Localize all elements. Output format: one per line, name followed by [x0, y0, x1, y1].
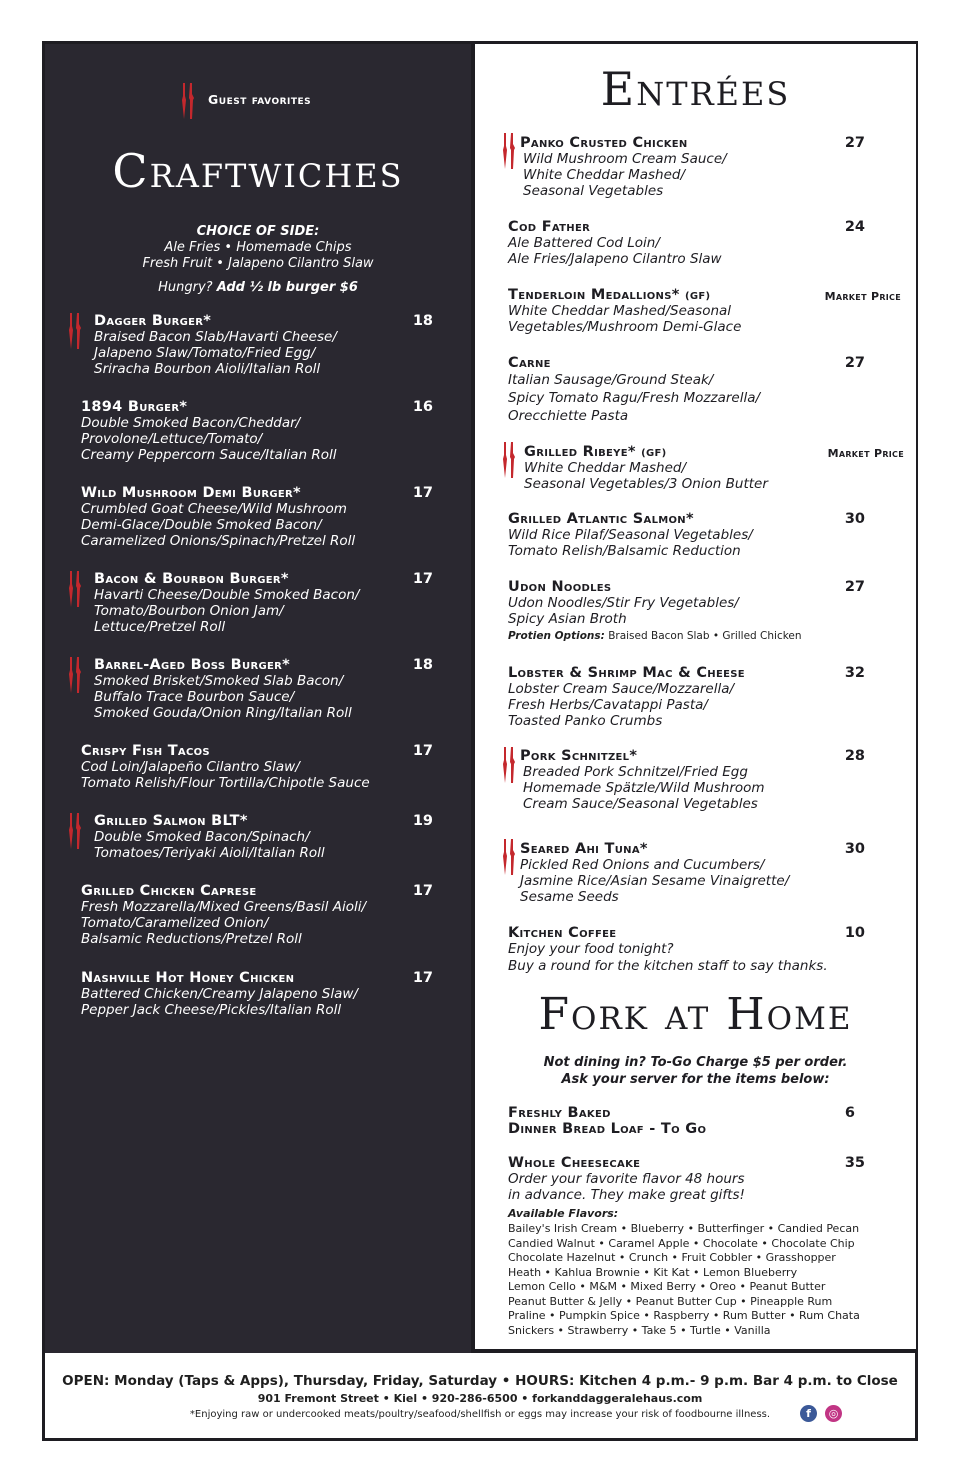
item-description: Udon Noodles/Stir Fry Vegetables/ Spicy Asian Broth — [508, 595, 739, 627]
item-price: 10 — [844, 925, 865, 941]
menu-item — [508, 579, 802, 642]
item-name: Udon Noodles — [508, 579, 612, 595]
item-price: 17 — [412, 970, 433, 986]
item-price: 35 — [844, 1155, 865, 1171]
menu-item — [508, 287, 741, 335]
item-description: Wild Rice Pilaf/Seasonal Vegetables/ Tomato Relish/Balsamic Reduction — [508, 527, 753, 559]
item-price: 27 — [844, 579, 865, 595]
item-price: 16 — [412, 399, 433, 415]
menu-item — [81, 883, 366, 947]
hungry-upsell: Hungry? Add ½ lb burger $6 — [158, 280, 358, 295]
fork-at-home-title: Fork at Home — [538, 989, 853, 1040]
item-name: 1894 Burger* — [81, 399, 188, 415]
craftwiches-title: Craftwiches — [112, 144, 404, 198]
hours-line: OPEN: Monday (Taps & Apps), Thursday, Friday, Saturday • HOURS: Kitchen 4 p.m.- 9 p.m. Bar 4 p.m. to Close — [62, 1373, 898, 1389]
menu-item — [81, 970, 358, 1018]
item-name: Wild Mushroom Demi Burger* — [81, 485, 301, 501]
fork-dagger-icon — [501, 132, 517, 170]
flavor-line: Candied Walnut • Caramel Apple • Chocolate • Chocolate Chip — [508, 1236, 855, 1250]
item-description: Fresh Mozzarella/Mixed Greens/Basil Aioli/ Tomato/Caramelized Onion/ Balsamic Reductions/Pretzel Roll — [81, 899, 367, 947]
flavor-line: Snickers • Strawberry • Take 5 • Turtle • Vanilla — [508, 1323, 771, 1337]
protein-options: Protien Options: Braised Bacon Slab • Grilled Chicken — [508, 630, 802, 642]
menu-item — [94, 313, 337, 377]
flavor-line: Lemon Cello • M&M • Mixed Berry • Oreo • Peanut Butter — [508, 1280, 826, 1293]
item-name: Crispy Fish Tacos — [81, 743, 210, 759]
item-name: Carne — [508, 355, 551, 371]
flavor-line: Peanut Butter & Jelly • Peanut Butter Cup • Pineapple Rum — [508, 1294, 833, 1308]
item-description: Italian Sausage/Ground Steak/ Spicy Tomato Ragu/Fresh Mozzarella/ Orecchiette Pasta — [508, 372, 761, 424]
item-description: Crumbled Goat Cheese/Wild Mushroom Demi-Glace/Double Smoked Bacon/ Caramelized Onions/Spinach/Pretzel Roll — [81, 501, 356, 549]
item-name: Lobster & Shrimp Mac & Cheese — [508, 665, 745, 681]
menu-item — [508, 1155, 860, 1338]
item-price: 32 — [844, 665, 865, 681]
gf-tag: (GF) — [641, 448, 667, 459]
item-name: Barrel-Aged Boss Burger* — [94, 657, 290, 673]
item-description: Smoked Brisket/Smoked Slab Bacon/ Buffalo Trace Bourbon Sauce/ Smoked Gouda/Onion Ring/Italian Roll — [94, 673, 352, 721]
item-price: 30 — [844, 511, 865, 527]
item-name: Grilled Ribeye* — [524, 444, 636, 460]
item-description: Braised Bacon Slab/Havarti Cheese/ Jalapeno Slaw/Tomato/Fried Egg/ Sriracha Bourbon Aioli/Italian Roll — [94, 329, 337, 377]
item-description: Cod Loin/Jalapeño Cilantro Slaw/ Tomato Relish/Flour Tortilla/Chipotle Sauce — [81, 759, 370, 791]
menu-item — [508, 925, 828, 975]
togo-note-line-2: Ask your server for the items below: — [561, 1072, 830, 1087]
item-price: 30 — [844, 841, 865, 857]
footer — [45, 1353, 915, 1438]
facebook-icon[interactable]: f — [800, 1405, 817, 1422]
choice-line-2: Fresh Fruit • Jalapeno Cilantro Slaw — [142, 256, 374, 271]
item-name: Grilled Chicken Caprese — [81, 883, 257, 899]
item-description: Double Smoked Bacon/Spinach/ Tomatoes/Teriyaki Aioli/Italian Roll — [94, 829, 325, 861]
menu-frame — [42, 41, 918, 1441]
item-price: 17 — [412, 485, 433, 501]
menu-item — [508, 219, 722, 267]
menu-item — [81, 399, 337, 463]
item-description: Lobster Cream Sauce/Mozzarella/ Fresh Herbs/Cavatappi Pasta/ Toasted Panko Crumbs — [508, 681, 735, 729]
choice-heading: CHOICE OF SIDE: — [196, 224, 320, 239]
fork-dagger-icon — [501, 838, 517, 876]
item-name: Dinner Bread Loaf - To Go — [508, 1121, 707, 1137]
menu-item — [520, 135, 727, 199]
health-disclaimer: *Enjoying raw or undercooked meats/poultry/seafood/shellfish or eggs may increase your risk of foodbourne illness. — [189, 1409, 771, 1420]
item-description: Double Smoked Bacon/Cheddar/ Provolone/Lettuce/Tomato/ Creamy Peppercorn Sauce/Italian Roll — [81, 415, 337, 463]
flavor-line: Bailey's Irish Cream • Blueberry • Butterfinger • Candied Pecan — [508, 1222, 860, 1235]
item-price: 28 — [844, 748, 865, 764]
entrees-panel — [471, 44, 916, 1353]
menu-item — [508, 511, 753, 559]
item-price: 17 — [412, 571, 433, 587]
flavors-title: Available Flavors: — [508, 1207, 619, 1220]
menu-item — [508, 355, 760, 425]
menu-item — [81, 743, 370, 791]
menu-item — [520, 841, 789, 905]
item-description: White Cheddar Mashed/ Seasonal Vegetables/3 Onion Butter — [524, 460, 768, 492]
item-price: 17 — [412, 743, 433, 759]
fork-dagger-icon — [67, 312, 83, 350]
item-name: Tenderloin Medallions* — [508, 287, 680, 303]
fork-dagger-icon — [67, 570, 83, 608]
item-name: Cod Father — [508, 219, 591, 235]
flavor-line: Chocolate Hazelnut • Crunch • Fruit Cobbler • Grasshopper — [508, 1251, 836, 1264]
item-price: 27 — [844, 355, 865, 371]
item-description: Breaded Pork Schnitzel/Fried Egg Homemade Spätzle/Wild Mushroom Cream Sauce/Seasonal Vegetables — [523, 764, 765, 812]
choice-line-1: Ale Fries • Homemade Chips — [164, 240, 352, 255]
item-name: Pork Schnitzel* — [520, 748, 638, 764]
menu-item — [81, 485, 355, 549]
gf-tag: (GF) — [684, 291, 711, 302]
fork-dagger-icon — [501, 746, 517, 784]
item-price: 18 — [412, 313, 433, 329]
item-name: Bacon & Bourbon Burger* — [94, 571, 289, 587]
item-price: 18 — [412, 657, 433, 673]
item-name: Freshly Baked — [508, 1105, 611, 1121]
item-price: 24 — [844, 219, 865, 235]
item-name: Whole Cheesecake — [508, 1155, 641, 1171]
togo-note-line-1: Not dining in? To-Go Charge $5 per order. — [543, 1055, 848, 1070]
address-line: 901 Fremont Street • Kiel • 920-286-6500 • forkanddaggeralehaus.com — [257, 1392, 703, 1405]
item-price: Market Price — [827, 447, 904, 460]
item-description: White Cheddar Mashed/Seasonal Vegetables/Mushroom Demi-Glace — [508, 303, 742, 335]
menu-item — [94, 813, 325, 861]
menu-item — [94, 571, 359, 635]
item-name: Panko Crusted Chicken — [520, 135, 688, 151]
item-description: Pickled Red Onions and Cucumbers/ Jasmine Rice/Asian Sesame Vinaigrette/ Sesame Seeds — [520, 857, 790, 905]
item-name: Grilled Atlantic Salmon* — [508, 511, 694, 527]
craftwiches-panel — [45, 44, 471, 1353]
flavor-line: Heath • Kahlua Brownie • Kit Kat • Lemon Blueberry — [508, 1265, 798, 1279]
menu-item — [520, 748, 765, 812]
item-name: Nashville Hot Honey Chicken — [81, 970, 295, 986]
item-price: Market Price — [824, 290, 901, 303]
item-description: Order your favorite flavor 48 hours in advance. They make great gifts! — [508, 1171, 745, 1203]
fork-dagger-icon — [67, 812, 83, 850]
menu-item — [524, 444, 768, 492]
item-description: Enjoy your food tonight? Buy a round for the kitchen staff to say thanks. — [508, 941, 828, 974]
item-description: Wild Mushroom Cream Sauce/ White Cheddar Mashed/ Seasonal Vegetables — [523, 151, 727, 199]
menu-item — [508, 1105, 706, 1137]
item-name: Seared Ahi Tuna* — [520, 841, 648, 857]
fork-dagger-icon — [180, 82, 196, 120]
fork-dagger-icon — [67, 656, 83, 694]
item-description: Havarti Cheese/Double Smoked Bacon/ Tomato/Bourbon Onion Jam/ Lettuce/Pretzel Roll — [94, 587, 360, 635]
flavor-line: Praline • Pumpkin Spice • Raspberry • Rum Butter • Rum Chata — [508, 1309, 860, 1322]
item-description: Battered Chicken/Creamy Jalapeno Slaw/ Pepper Jack Cheese/Pickles/Italian Roll — [81, 986, 358, 1018]
menu-item — [94, 657, 352, 721]
menu-item — [508, 665, 745, 729]
item-price: 19 — [412, 813, 433, 829]
item-name: Kitchen Coffee — [508, 925, 617, 941]
item-description: Ale Battered Cod Loin/ Ale Fries/Jalapeno Cilantro Slaw — [508, 235, 722, 267]
entrees-title: Entrées — [600, 62, 791, 116]
item-price: 27 — [844, 135, 865, 151]
instagram-icon[interactable]: ◎ — [825, 1405, 842, 1422]
item-price: 17 — [412, 883, 433, 899]
flavors-list — [508, 1222, 860, 1338]
item-name: Grilled Salmon BLT* — [94, 813, 248, 829]
item-price: 6 — [844, 1105, 855, 1121]
fork-dagger-icon — [501, 441, 517, 479]
item-name: Dagger Burger* — [94, 313, 212, 329]
guest-favorites-label: Guest favorites — [208, 92, 312, 107]
